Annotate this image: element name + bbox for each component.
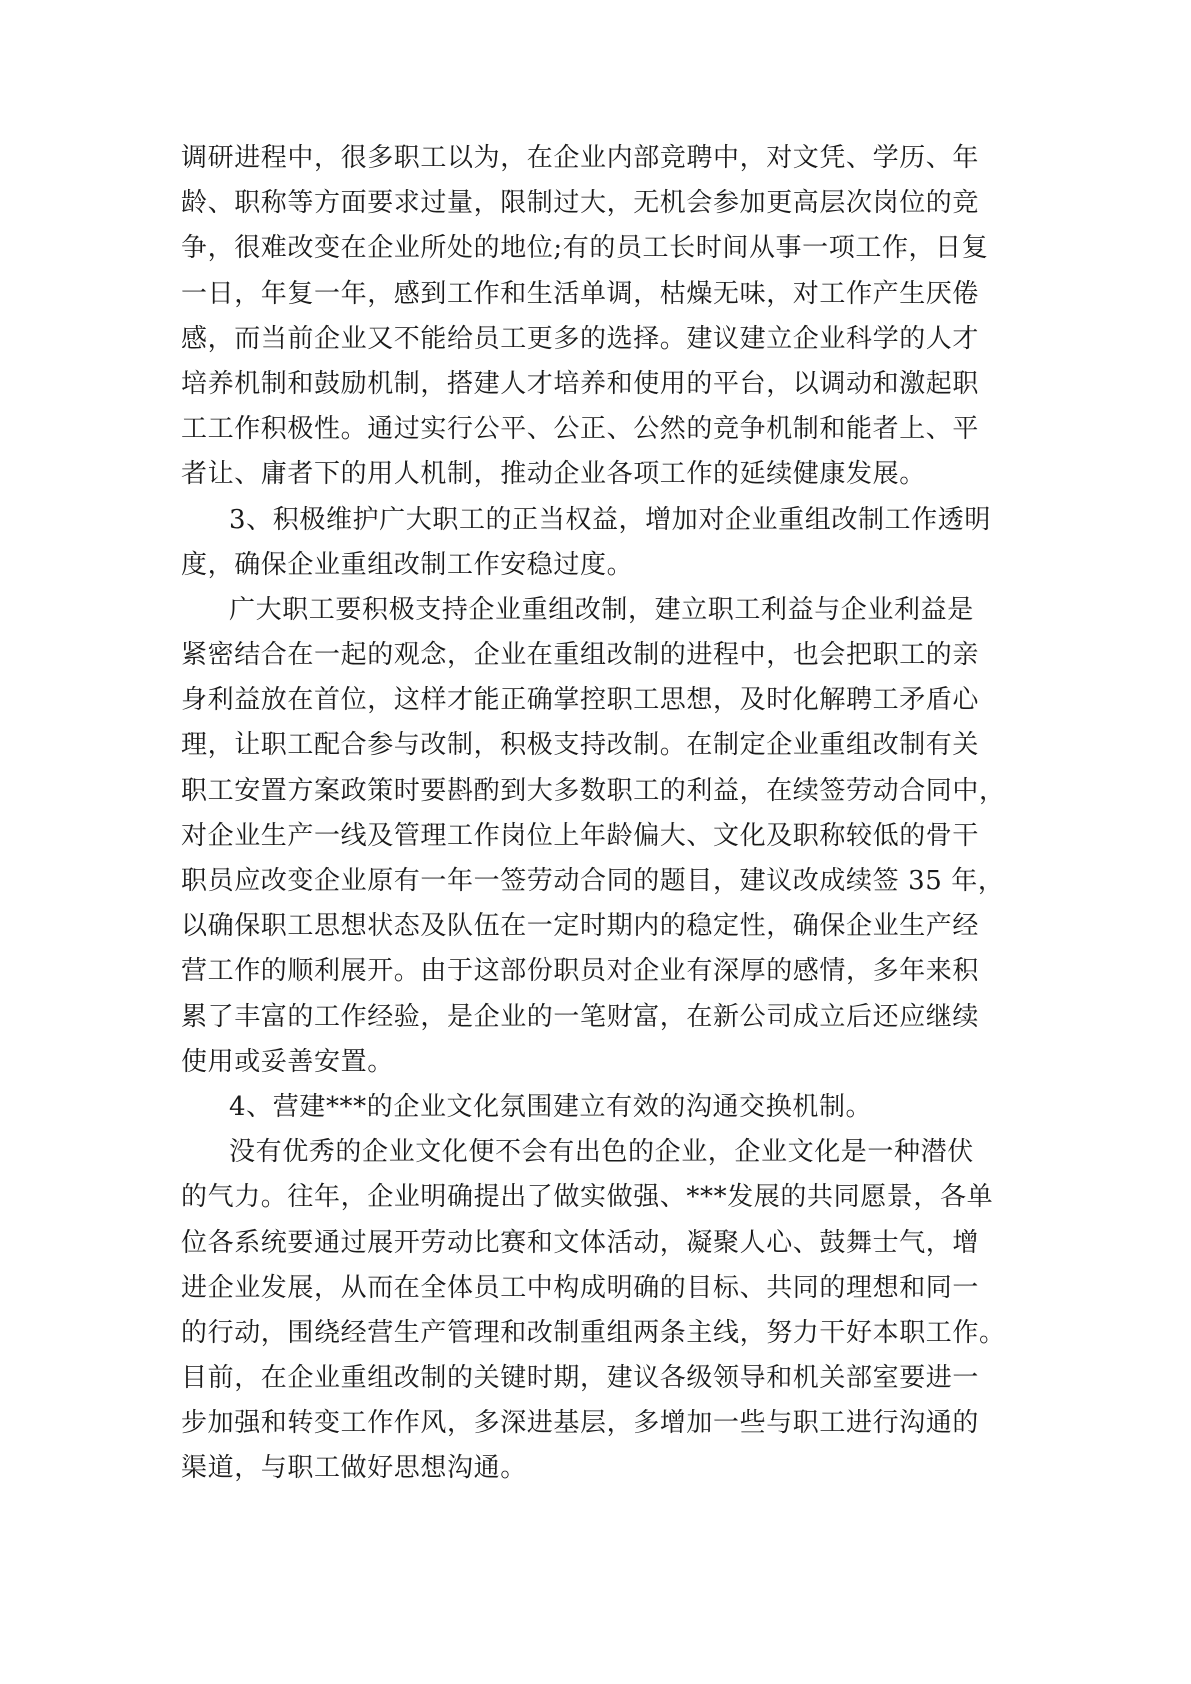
text-line: 渠道，与职工做好思想沟通。 bbox=[181, 1453, 527, 1484]
text-line: 培养机制和鼓励机制，搭建人才培养和使用的平台，以调动和激起职 bbox=[181, 368, 980, 399]
text-line: 以确保职工思想状态及队伍在一定时期内的稳定性，确保企业生产经 bbox=[181, 911, 980, 942]
text-line: 工工作积极性。通过实行公平、公正、公然的竞争机制和能者上、平 bbox=[181, 414, 980, 445]
text-line: 的气力。往年，企业明确提出了做实做强、***发展的共同愿景，各单 bbox=[181, 1182, 994, 1213]
text-line: 使用或妥善安置。 bbox=[181, 1046, 394, 1077]
text-line: 者让、庸者下的用人机制，推动企业各项工作的延续健康发展。 bbox=[181, 459, 926, 490]
text-line: 一日，年复一年，感到工作和生活单调，枯燥无味，对工作产生厌倦 bbox=[181, 278, 980, 309]
text-line: 3、积极维护广大职工的正当权益，增加对企业重组改制工作透明 bbox=[229, 504, 991, 535]
text-line: 理，让职工配合参与改制，积极支持改制。在制定企业重组改制有关 bbox=[181, 730, 980, 761]
text-line: 没有优秀的企业文化便不会有出色的企业，企业文化是一种潜伏 bbox=[229, 1137, 974, 1168]
text-line: 职员应改变企业原有一年一签劳动合同的题目，建议改成续签 35 年， bbox=[181, 866, 1005, 896]
text-line: 感，而当前企业又不能给员工更多的选择。建议建立企业科学的人才 bbox=[181, 323, 980, 354]
text-line: 进企业发展，从而在全体员工中构成明确的目标、共同的理想和同一 bbox=[181, 1272, 980, 1303]
text-line: 对企业生产一线及管理工作岗位上年龄偏大、文化及职称较低的骨干 bbox=[181, 820, 980, 851]
text-line: 争，很难改变在企业所处的地位;有的员工长时间从事一项工作，日复 bbox=[181, 233, 989, 264]
text-line: 职工安置方案政策时要斟酌到大多数职工的利益，在续签劳动合同中， bbox=[181, 775, 1006, 806]
text-line: 龄、职称等方面要求过量，限制过大，无机会参加更高层次岗位的竞 bbox=[181, 188, 980, 219]
text-line: 4、营建***的企业文化氛围建立有效的沟通交换机制。 bbox=[229, 1091, 873, 1122]
text-line: 目前，在企业重组改制的关键时期，建议各级领导和机关部室要进一 bbox=[181, 1363, 980, 1394]
text-line: 广大职工要积极支持企业重组改制，建立职工利益与企业利益是 bbox=[229, 594, 974, 625]
text-line: 调研进程中，很多职工以为，在企业内部竞聘中，对文凭、学历、年 bbox=[181, 143, 980, 173]
document-body bbox=[181, 136, 1013, 1492]
text-line: 步加强和转变工作作风，多深进基层，多增加一些与职工进行沟通的 bbox=[181, 1408, 980, 1439]
text-line: 度，确保企业重组改制工作安稳过度。 bbox=[181, 549, 634, 580]
text-line: 身利益放在首位，这样才能正确掌控职工思想，及时化解聘工矛盾心 bbox=[181, 685, 980, 716]
text-line: 累了丰富的工作经验，是企业的一笔财富，在新公司成立后还应继续 bbox=[181, 1001, 980, 1032]
text-line: 位各系统要通过展开劳动比赛和文体活动，凝聚人心、鼓舞士气，增 bbox=[181, 1227, 980, 1258]
text-line: 营工作的顺利展开。由于这部份职员对企业有深厚的感情，多年来积 bbox=[181, 956, 980, 987]
text-line: 的行动，围绕经营生产管理和改制重组两条主线，努力干好本职工作。 bbox=[181, 1317, 1006, 1348]
text-line: 紧密结合在一起的观念，企业在重组改制的进程中，也会把职工的亲 bbox=[181, 640, 980, 671]
